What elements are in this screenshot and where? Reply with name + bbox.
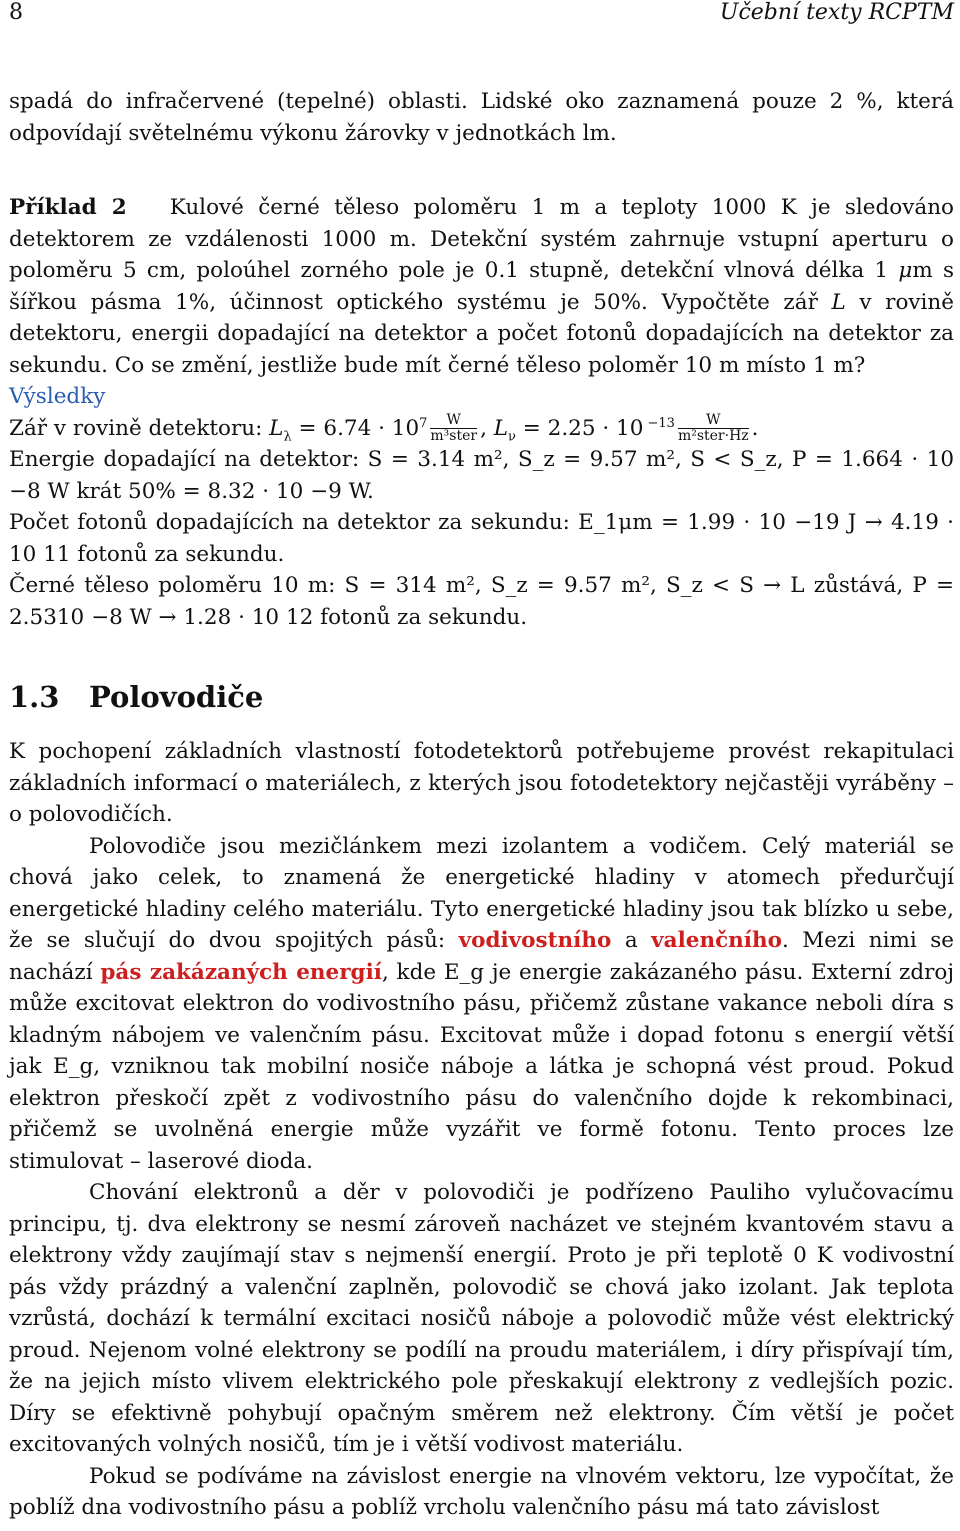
example-block [9, 192, 954, 633]
page-number: 8 [9, 0, 23, 25]
result-line-radius-10m: Černé těleso poloměru 10 m: S = 314 m², S_z = 9.57 m², S_z < S → L zůstává, P = 2.5310 −8 W → 1.28 · 10 12 fotonů za sekundu. [9, 573, 954, 630]
section-heading [9, 680, 263, 714]
term-band-gap: pás zakázaných energií [100, 959, 382, 985]
paragraph-3: Chování elektronů a děr v polovodiči je podřízeno Pauliho vylučovacímu principu, tj. dva elektrony se nesmí zároveň nacházet ve stejném kvantovém stavu a elektrony vždy zaujímají stav s nejmenší energií. Proto je při teplotě 0 K vodivostní pás vždy prázdný a valenční zaplněn, polovodič se chová jako izolant. Jak teplota vzrůstá, dochází k termální excitaci nosičů náboje a polovodič může vést elektrický proud. Nejenom volné elektrony se podílí na proudu materiálem, i díry přispívají tím, že na jejich místo vlivem elektrického pole přeskakují elektrony z vedlejších pozic. Díry se efektivně pohybují opačným směrem než elektrony. Čím větší je počet excitovaných volných nosičů, tím je i větší vodivost materiálu. [9, 1180, 954, 1457]
result-line-radiance: Zář v rovině detektoru: $L_\lambda = 6.74 \cdot 10^7$ $\frac{W}{\text{m³ster}}$ , $L_\nu = 2.25 \cdot 10$ $^{-13}$ $\frac{W}{\text{m²ster·Hz}}$ . [9, 412, 759, 444]
paragraph-1: K pochopení základních vlastností fotodetektorů potřebujeme provést rekapitulaci základních informací o materiálech, z kterých jsou fotodetektory nejčastěji vyráběny – o polovodičích. [9, 739, 954, 827]
intro-text: spadá do infračervené (tepelné) oblasti. Lidské oko zaznamená pouze 2 %, která odpovídají světelnému výkonu žárovky v jednotkách lm. [9, 89, 954, 146]
fraction-w-m2sterhz: $\frac{W}{\text{m²ster·Hz}}$ [677, 412, 749, 444]
intro-paragraph [9, 86, 954, 149]
section-body [9, 736, 954, 1524]
result-line-energy: Energie dopadající na detektor: S = 3.14 m², S_z = 9.57 m², S < S_z, P = 1.664 · 10 −8 W krát 50% = 8.32 · 10 −9 W. [9, 447, 954, 504]
term-conduction-band: vodivostního [458, 928, 612, 953]
example-label: Příklad 2 [9, 195, 127, 220]
result-line-photons: Počet fotonů dopadajících na detektor za sekundu: E_1μm = 1.99 · 10 −19 J → 4.19 · 10 11 fotonů za sekundu. [9, 510, 954, 567]
term-valence-band: valenčního [651, 928, 782, 953]
example-text: Příklad 2 Kulové černé těleso poloměru 1 m a teploty 1000 K je sledováno detektorem ze vzdálenosti 1000 m. Detekční systém zahrnuje vstupní aperturu o poloměru 5 cm, poloúhel zorného pole je 0.1 stupně, detekční vlnová délka 1 μm s šířkou pásma 1%, účinnost optického systému je 50%. Vypočtěte zář L v rovině detektoru, energii dopadající na detektor a počet fotonů dopadajících na detektor za sekundu. Co se změní, jestliže bude mít černé těleso poloměr 10 m místo 1 m? [9, 195, 954, 378]
fraction-w-m3ster: $\frac{W}{\text{m³ster}}$ [430, 412, 478, 444]
paragraph-2: Polovodiče jsou mezičlánkem mezi izolantem a vodičem. Celý materiál se chová jako celek, to znamená že energetické hladiny v atomech předurčují energetické hladiny celého materiálu. Tyto energetické hladiny jsou tak blízko u sebe, že se slučují do dvou spojitých pásů: vodivostního a valenčního. Mezi nimi se nachází pás zakázaných energií, kde E_g je energie zakázaného pásu. Externí zdroj může excitovat elektron do vodivostního pásu, přičemž zůstane vakance neboli díra s kladným nábojem ve valenčním pásu. Excitovat může i dopad fotonu s energií větší jak E_g, vzniknou tak mobilní nosiče náboje a látka je schopná vést proud. Pokud elektron přeskočí zpět z vodivostního pásu do valenčního dojde k rekombinaci, přičemž se uvolněná energie může vyzářit ve formě fotonu. Tento proces lze stimulovat – laserové dioda. [9, 833, 954, 1174]
page-header [9, 0, 954, 30]
running-title: Učební texty RCPTM [719, 0, 954, 25]
section-title: Polovodiče [89, 680, 264, 714]
results-link[interactable]: Výsledky [9, 384, 106, 409]
section-number: 1.3 [9, 680, 60, 714]
paragraph-4: Pokud se podíváme na závislost energie na vlnovém vektoru, lze vypočítat, že poblíž dna vodivostního pásu a poblíž vrcholu valenčního pásu má tato závislost [9, 1463, 954, 1520]
